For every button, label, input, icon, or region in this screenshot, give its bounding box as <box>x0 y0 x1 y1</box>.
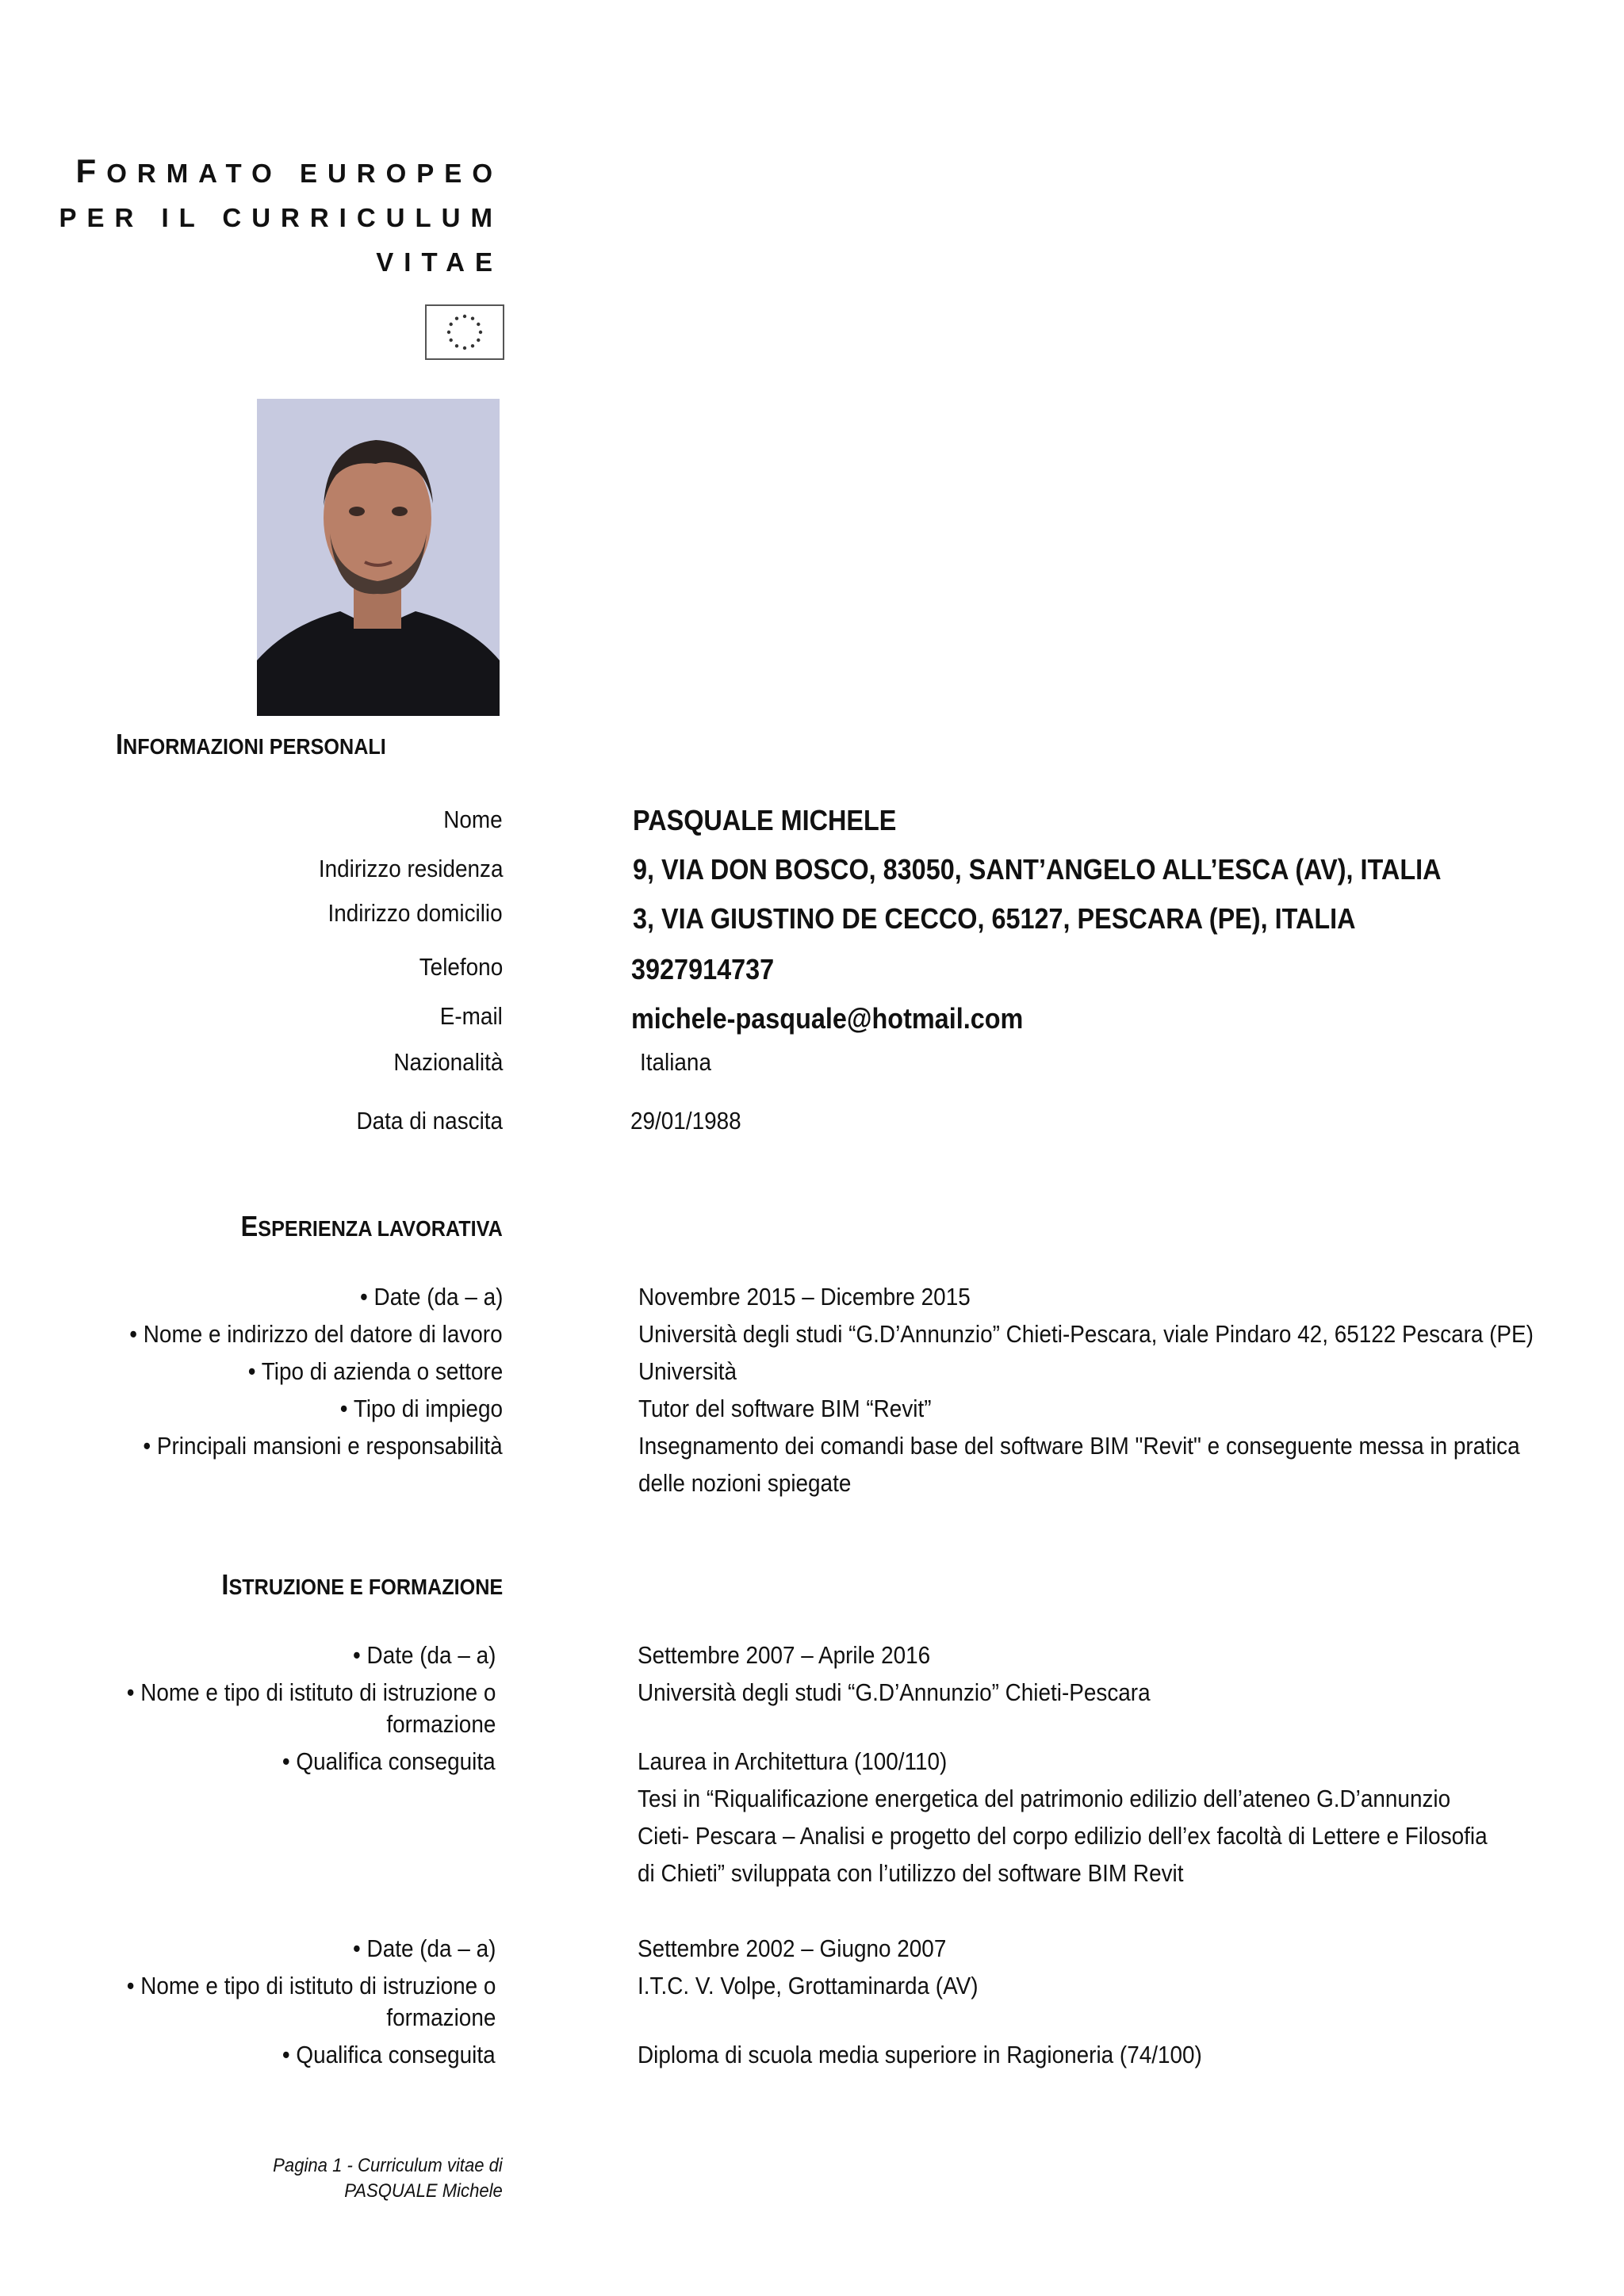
work-value-duties-line1: Insegnamento dei comandi base del software BIM "Revit" e conseguente messa in pratica <box>638 1432 1520 1460</box>
edu2-value-qualification: Diploma di scuola media superiore in Ragioneria (74/100) <box>638 2041 1202 2068</box>
label-residence: Indirizzo residenza <box>318 855 503 882</box>
work-label-sector: • Tipo di azienda o settore <box>247 1357 503 1385</box>
page-footer <box>273 2153 503 2204</box>
work-label-dates: • Date (da – a) <box>359 1283 503 1311</box>
eu-flag-star <box>463 315 466 318</box>
label-name: Nome <box>443 806 503 833</box>
cv-title-line2: PER IL CURRICULUM <box>59 203 503 232</box>
eu-flag-star <box>455 344 458 347</box>
edu1-value-qualification: Laurea in Architettura (100/110) <box>638 1747 948 1775</box>
cv-title <box>59 149 503 285</box>
label-phone: Telefono <box>419 953 503 981</box>
edu1-label-institute-cont: formazione <box>385 1710 496 1738</box>
edu1-thesis-line2: Cieti- Pescara – Analisi e progetto del corpo edilizio dell’ex facoltà di Lettere e Filosofia <box>638 1822 1488 1850</box>
work-label-job: • Tipo di impiego <box>339 1395 503 1422</box>
work-value-duties-line2: delle nozioni spiegate <box>638 1469 852 1497</box>
personal-info-heading: INFORMAZIONI PERSONALI <box>116 728 386 760</box>
work-value-job: Tutor del software BIM “Revit” <box>638 1395 932 1422</box>
edu2-value-institute: I.T.C. V. Volpe, Grottaminarda (AV) <box>638 1972 979 1999</box>
eu-flag-star <box>450 339 453 342</box>
value-email: michele-pasquale@hotmail.com <box>631 1002 1024 1035</box>
value-residence: 9, VIA DON BOSCO, 83050, SANT’ANGELO ALL’ESCA (AV), ITALIA <box>633 853 1442 886</box>
footer-line1: Pagina 1 - Curriculum vitae di <box>273 2155 503 2176</box>
profile-photo <box>257 399 500 716</box>
eu-flag-star <box>479 331 482 334</box>
eu-flag-star <box>450 323 453 326</box>
work-value-employer: Università degli studi “G.D’Annunzio” Chieti-Pescara, viale Pindaro 42, 65122 Pescara (PE) <box>638 1320 1534 1348</box>
eu-flag-star <box>455 317 458 320</box>
edu1-label-dates: • Date (da – a) <box>352 1641 496 1669</box>
eu-flag-star <box>477 339 480 342</box>
value-domicile: 3, VIA GIUSTINO DE CECCO, 65127, PESCARA (PE), ITALIA <box>633 902 1356 935</box>
edu1-thesis-line3: di Chieti” sviluppata con l’utilizzo del software BIM Revit <box>638 1859 1184 1887</box>
edu1-label-institute: • Nome e tipo di istituto di istruzione o <box>126 1678 496 1706</box>
work-value-sector: Università <box>638 1357 737 1385</box>
label-birthdate: Data di nascita <box>356 1107 503 1135</box>
value-phone: 3927914737 <box>631 953 775 985</box>
work-experience-heading: ESPERIENZA LAVORATIVA <box>240 1210 503 1242</box>
label-nationality: Nazionalità <box>393 1048 503 1076</box>
edu1-value-dates: Settembre 2007 – Aprile 2016 <box>638 1641 931 1669</box>
edu2-label-qualification: • Qualifica conseguita <box>282 2041 496 2068</box>
work-label-duties: • Principali mansioni e responsabilità <box>143 1432 503 1460</box>
eu-flag-icon <box>425 304 504 360</box>
eu-flag-star <box>477 323 480 326</box>
value-birthdate: 29/01/1988 <box>630 1107 741 1135</box>
value-name: PASQUALE MICHELE <box>633 804 897 836</box>
label-domicile: Indirizzo domicilio <box>327 899 503 927</box>
value-nationality: Italiana <box>640 1048 711 1076</box>
page-number: 1 <box>332 2155 343 2176</box>
edu1-thesis-line1: Tesi in “Riqualificazione energetica del patrimonio edilizio dell’ateneo G.D’annunzio <box>638 1785 1451 1812</box>
edu1-label-qualification: • Qualifica conseguita <box>282 1747 496 1775</box>
work-label-employer: • Nome e indirizzo del datore di lavoro <box>129 1320 503 1348</box>
footer-line2: PASQUALE Michele <box>344 2180 503 2202</box>
edu2-value-dates: Settembre 2002 – Giugno 2007 <box>638 1934 947 1962</box>
edu2-label-dates: • Date (da – a) <box>352 1934 496 1962</box>
education-heading: ISTRUZIONE E FORMAZIONE <box>221 1568 503 1601</box>
eu-flag-star <box>471 344 474 347</box>
label-email: E-mail <box>439 1002 503 1030</box>
eu-flag-star <box>471 317 474 320</box>
eu-flag-star <box>447 331 450 334</box>
edu2-label-institute: • Nome e tipo di istituto di istruzione o <box>126 1972 496 1999</box>
cv-title-line3: VITAE <box>376 247 503 277</box>
cv-title-line1: FORMATO EUROPEO <box>75 152 503 189</box>
eu-flag-star <box>463 346 466 350</box>
edu1-value-institute: Università degli studi “G.D’Annunzio” Chieti-Pescara <box>638 1678 1151 1706</box>
edu2-label-institute-cont: formazione <box>385 2003 496 2031</box>
work-value-dates: Novembre 2015 – Dicembre 2015 <box>638 1283 971 1311</box>
